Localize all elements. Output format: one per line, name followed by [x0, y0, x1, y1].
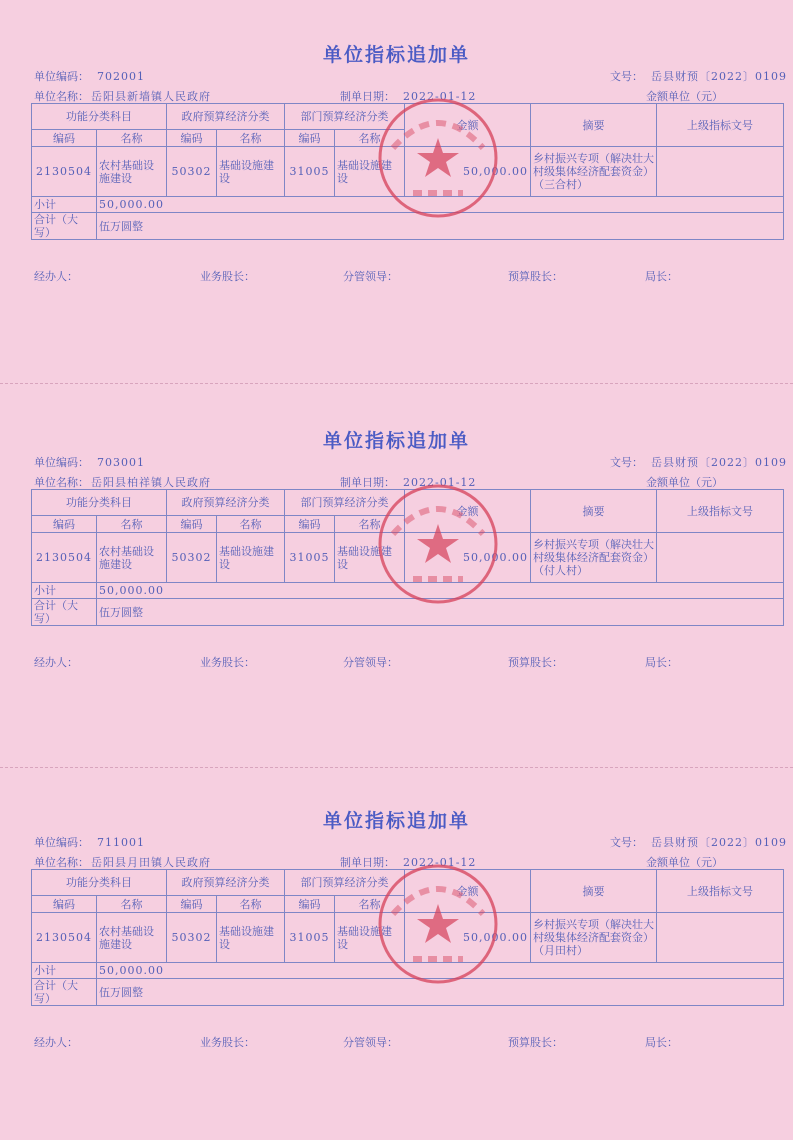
gov-code-cell: 50302 [167, 147, 217, 197]
allocation-form-2 [0, 386, 793, 760]
subtotal-label: 小计 [32, 583, 97, 599]
summary-cell: 乡村振兴专项（解决壮大村级集体经济配套资金）（三合村） [531, 147, 657, 197]
signature-budget-head: 预算股长： [508, 1036, 563, 1049]
summary-cell: 乡村振兴专项（解决壮大村级集体经济配套资金）（付人村） [531, 533, 657, 583]
unit-name [34, 474, 211, 490]
doc-number-label: 文号： [610, 456, 643, 469]
dept-code-cell: 31005 [285, 147, 335, 197]
dept-name-cell: 基础设施建设 [335, 913, 405, 963]
header-amount: 金额 [405, 870, 531, 913]
header-gov-code: 编码 [167, 896, 217, 913]
header-gov-name: 名称 [217, 516, 285, 533]
header-func-name: 名称 [97, 516, 167, 533]
amount-unit: 金额单位（元） [646, 476, 723, 489]
upper-doc-cell [657, 533, 784, 583]
header-gov-econ: 政府预算经济分类 [167, 104, 285, 130]
header-func-name: 名称 [97, 130, 167, 147]
gov-name-cell: 基础设施建设 [217, 913, 285, 963]
official-seal-stamp [373, 93, 503, 223]
func-code-cell: 2130504 [32, 913, 97, 963]
header-func-class: 功能分类科目 [32, 490, 167, 516]
doc-number-label: 文号： [610, 836, 643, 849]
amount-cell: 50,000.00 [405, 147, 531, 197]
unit-name-value: 岳阳县新墙镇人民政府 [91, 90, 211, 103]
unit-code [34, 834, 145, 850]
unit-name-label: 单位名称： [34, 476, 89, 489]
total-value: 伍万圆整 [97, 213, 784, 240]
signature-leader: 分管领导： [343, 270, 398, 283]
upper-doc-cell [657, 147, 784, 197]
amount-cell: 50,000.00 [405, 913, 531, 963]
dept-name-cell: 基础设施建设 [335, 147, 405, 197]
header-upper-doc: 上级指标文号 [657, 104, 784, 147]
subtotal-value: 50,000.00 [97, 963, 784, 979]
header-dept-code: 编码 [285, 130, 335, 147]
header-func-class: 功能分类科目 [32, 870, 167, 896]
header-upper-doc: 上级指标文号 [657, 490, 784, 533]
unit-code [34, 68, 145, 84]
gov-name-cell: 基础设施建设 [217, 147, 285, 197]
signature-budget-head: 预算股长： [508, 656, 563, 669]
signature-leader: 分管领导： [343, 1036, 398, 1049]
unit-code [34, 454, 145, 470]
unit-code-value: 711001 [97, 836, 145, 849]
header-dept-econ: 部门预算经济分类 [285, 870, 405, 896]
doc-number [610, 834, 787, 850]
allocation-form-3 [0, 766, 793, 1140]
gov-name-cell: 基础设施建设 [217, 533, 285, 583]
doc-number-label: 文号： [610, 70, 643, 83]
issue-date-label: 制单日期： [340, 476, 395, 489]
total-value: 伍万圆整 [97, 599, 784, 626]
header-func-code: 编码 [32, 516, 97, 533]
func-code-cell: 2130504 [32, 533, 97, 583]
tear-line [0, 383, 793, 384]
signature-director: 局长： [645, 270, 678, 283]
signature-business-head: 业务股长： [200, 270, 255, 283]
header-summary: 摘要 [531, 490, 657, 533]
header-gov-code: 编码 [167, 516, 217, 533]
doc-number-value: 岳县财预〔2022〕0109 [651, 836, 787, 849]
header-upper-doc: 上级指标文号 [657, 870, 784, 913]
header-func-code: 编码 [32, 896, 97, 913]
subtotal-label: 小计 [32, 963, 97, 979]
form-title: 单位指标追加单 [322, 430, 470, 452]
form-title: 单位指标追加单 [322, 44, 470, 66]
unit-name-value: 岳阳县柏祥镇人民政府 [91, 476, 211, 489]
amount-unit: 金额单位（元） [646, 856, 723, 869]
signature-handler: 经办人： [34, 1036, 78, 1049]
header-func-class: 功能分类科目 [32, 104, 167, 130]
official-seal-stamp [373, 859, 503, 989]
signature-budget-head: 预算股长： [508, 270, 563, 283]
header-summary: 摘要 [531, 870, 657, 913]
unit-code-label: 单位编码： [34, 456, 89, 469]
unit-name-label: 单位名称： [34, 90, 89, 103]
header-func-code: 编码 [32, 130, 97, 147]
subtotal-value: 50,000.00 [97, 197, 784, 213]
amount-unit: 金额单位（元） [646, 90, 723, 103]
signature-leader: 分管领导： [343, 656, 398, 669]
header-summary: 摘要 [531, 104, 657, 147]
func-name-cell: 农村基础设施建设 [97, 913, 167, 963]
header-amount: 金额 [405, 490, 531, 533]
signature-director: 局长： [645, 656, 678, 669]
header-dept-econ: 部门预算经济分类 [285, 490, 405, 516]
signature-handler: 经办人： [34, 270, 78, 283]
doc-number-value: 岳县财预〔2022〕0109 [651, 70, 787, 83]
unit-name [34, 88, 211, 104]
gov-code-cell: 50302 [167, 533, 217, 583]
header-func-name: 名称 [97, 896, 167, 913]
unit-name-label: 单位名称： [34, 856, 89, 869]
signature-handler: 经办人： [34, 656, 78, 669]
header-gov-code: 编码 [167, 130, 217, 147]
upper-doc-cell [657, 913, 784, 963]
dept-code-cell: 31005 [285, 533, 335, 583]
func-code-cell: 2130504 [32, 147, 97, 197]
header-dept-econ: 部门预算经济分类 [285, 104, 405, 130]
form-title: 单位指标追加单 [322, 810, 470, 832]
gov-code-cell: 50302 [167, 913, 217, 963]
dept-code-cell: 31005 [285, 913, 335, 963]
func-name-cell: 农村基础设施建设 [97, 533, 167, 583]
unit-name-value: 岳阳县月田镇人民政府 [91, 856, 211, 869]
issue-date-value: 2022-01-12 [403, 856, 477, 869]
header-gov-econ: 政府预算经济分类 [167, 870, 285, 896]
signature-director: 局长： [645, 1036, 678, 1049]
doc-number-value: 岳县财预〔2022〕0109 [651, 456, 787, 469]
subtotal-label: 小计 [32, 197, 97, 213]
unit-code-label: 单位编码： [34, 70, 89, 83]
unit-code-value: 702001 [97, 70, 145, 83]
header-dept-code: 编码 [285, 516, 335, 533]
amount-cell: 50,000.00 [405, 533, 531, 583]
issue-date-value: 2022-01-12 [403, 476, 477, 489]
official-seal-stamp [373, 479, 503, 609]
total-label: 合计（大写） [32, 599, 97, 626]
total-label: 合计（大写） [32, 979, 97, 1006]
header-dept-code: 编码 [285, 896, 335, 913]
subtotal-value: 50,000.00 [97, 583, 784, 599]
total-label: 合计（大写） [32, 213, 97, 240]
doc-number [610, 454, 787, 470]
doc-number [610, 68, 787, 84]
unit-code-label: 单位编码： [34, 836, 89, 849]
header-gov-name: 名称 [217, 130, 285, 147]
summary-cell: 乡村振兴专项（解决壮大村级集体经济配套资金）（月田村） [531, 913, 657, 963]
issue-date-value: 2022-01-12 [403, 90, 477, 103]
unit-code-value: 703001 [97, 456, 145, 469]
signature-business-head: 业务股长： [200, 656, 255, 669]
allocation-form-1 [0, 0, 793, 374]
dept-name-cell: 基础设施建设 [335, 533, 405, 583]
header-gov-name: 名称 [217, 896, 285, 913]
header-dept-name: 名称 [335, 516, 405, 533]
header-gov-econ: 政府预算经济分类 [167, 490, 285, 516]
issue-date-label: 制单日期： [340, 856, 395, 869]
func-name-cell: 农村基础设施建设 [97, 147, 167, 197]
signature-business-head: 业务股长： [200, 1036, 255, 1049]
header-dept-name: 名称 [335, 896, 405, 913]
header-amount: 金额 [405, 104, 531, 147]
total-value: 伍万圆整 [97, 979, 784, 1006]
issue-date-label: 制单日期： [340, 90, 395, 103]
unit-name [34, 854, 211, 870]
header-dept-name: 名称 [335, 130, 405, 147]
